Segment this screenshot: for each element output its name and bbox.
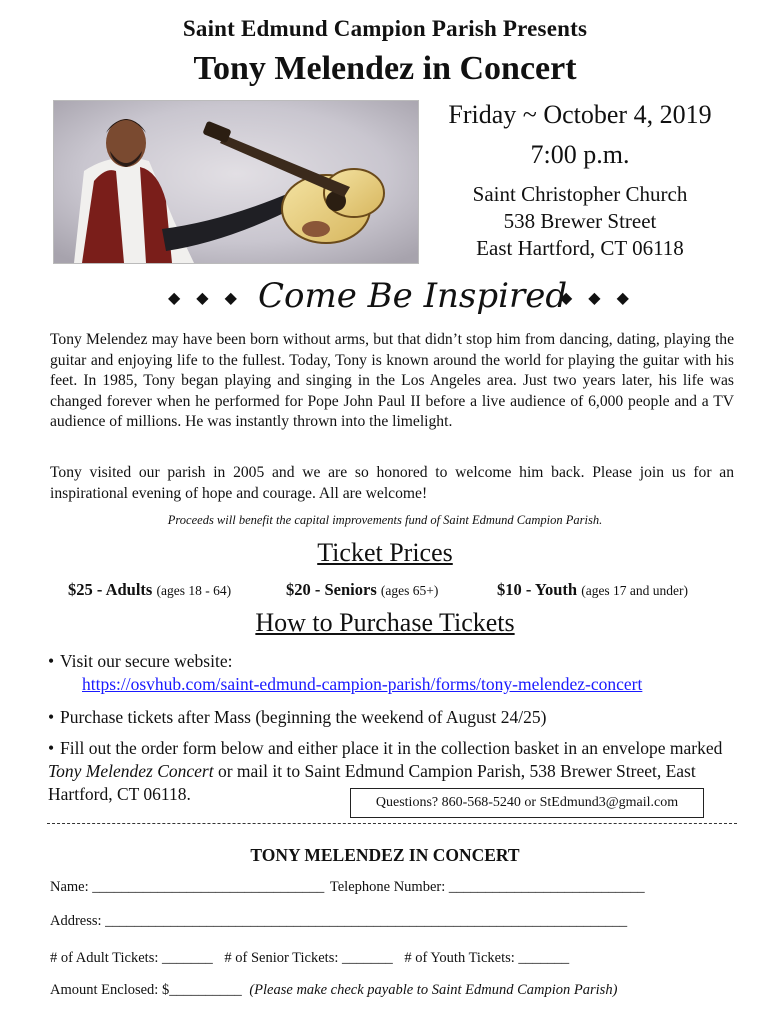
- name-field[interactable]: Name: ________________________________: [50, 879, 325, 895]
- address-field[interactable]: Address: ________________________________________________________________________: [50, 913, 628, 929]
- price-seniors-note: (ages 65+): [380, 583, 439, 598]
- cut-line-divider: [47, 823, 737, 824]
- bullet-icon: •: [48, 738, 55, 758]
- description-paragraph-1: Tony Melendez may have been born without arms, but that didn’t stop him from dancing, dating, playing the guitar and enjoying life to the fullest. Today, Tony is known around the world for playing the guitar with his feet. In 1985, Tony began playing and singing in the Los Angeles area. Just two years later, his life was changed forever when he performed for Pope John Paul II before a live audience of 6,000 people and a TV audience of millions. He was instantly thrown into the limelight.: [50, 331, 734, 430]
- purchase-item-form-text-end: or mail it to Saint Edmund Campion Parish, 538 Brewer Street, East Hartford, CT 06118.: [48, 761, 696, 804]
- adult-tickets-field[interactable]: # of Adult Tickets: _______: [50, 950, 213, 966]
- price-seniors-label: $20 - Seniors: [286, 580, 377, 599]
- performer-photo-illustration: [54, 101, 418, 263]
- order-form-title: TONY MELENDEZ IN CONCERT: [250, 845, 520, 865]
- inspired-banner: [0, 276, 770, 326]
- ticket-prices-row: [0, 580, 770, 604]
- order-form-row-amount: [50, 982, 730, 999]
- event-date: Friday ~ October 4, 2019: [448, 100, 712, 129]
- price-seniors: [286, 580, 438, 600]
- purchase-item-website-text: Visit our secure website:: [60, 651, 233, 671]
- questions-contact-box: Questions? 860-568-5240 or StEdmund3@gmail.com: [350, 788, 704, 818]
- price-adults-note: (ages 18 - 64): [156, 583, 232, 598]
- presenter-line: Saint Edmund Campion Parish Presents: [182, 16, 588, 41]
- purchase-item-website: [48, 650, 738, 673]
- banner-text: Come Be Inspired: [258, 276, 568, 316]
- bullet-icon: •: [48, 707, 55, 727]
- bullet-icon: •: [48, 651, 55, 671]
- check-payable-note: (Please make check payable to Saint Edmund Campion Parish): [249, 982, 618, 998]
- proceeds-note: Proceeds will benefit the capital improvements fund of Saint Edmund Campion Parish.: [167, 513, 603, 527]
- venue-city: East Hartford, CT 06118: [476, 236, 684, 260]
- purchase-heading: How to Purchase Tickets: [255, 608, 515, 637]
- diamond-icons-right: ◆ ◆ ◆: [560, 290, 635, 307]
- price-youth: [497, 580, 688, 600]
- price-youth-label: $10 - Youth: [497, 580, 578, 599]
- description-paragraph-2: Tony visited our parish in 2005 and we are so honored to welcome him back. Please join us for an inspirational evening of hope and courage. All are welcome!: [50, 464, 734, 502]
- purchase-item-mass-text: Purchase tickets after Mass (beginning the weekend of August 24/25): [60, 707, 547, 727]
- price-adults: [68, 580, 231, 600]
- price-youth-note: (ages 17 and under): [581, 583, 689, 598]
- envelope-marking: Tony Melendez Concert: [48, 761, 214, 781]
- senior-tickets-field[interactable]: # of Senior Tickets: _______: [224, 950, 393, 966]
- performer-photo: [53, 100, 419, 264]
- youth-tickets-field[interactable]: # of Youth Tickets: _______: [404, 950, 570, 966]
- venue-street: 538 Brewer Street: [503, 209, 657, 233]
- page-title: Tony Melendez in Concert: [193, 50, 577, 87]
- ticket-prices-heading: Ticket Prices: [317, 538, 453, 567]
- order-form-row-tickets: [50, 950, 730, 967]
- venue-name: Saint Christopher Church: [472, 182, 688, 206]
- order-form-row-address: [50, 913, 730, 930]
- order-form-row-name: [50, 879, 730, 896]
- event-time: 7:00 p.m.: [530, 140, 630, 169]
- purchase-item-mass: [48, 706, 738, 729]
- purchase-item-form-text: Fill out the order form below and either place it in the collection basket in an envelope marked: [60, 738, 723, 758]
- price-adults-label: $25 - Adults: [68, 580, 153, 599]
- purchase-website-link[interactable]: https://osvhub.com/saint-edmund-campion-parish/forms/tony-melendez-concert: [82, 674, 643, 694]
- diamond-icons-left: ◆ ◆ ◆: [168, 290, 243, 307]
- telephone-field[interactable]: Telephone Number: ___________________________: [329, 879, 645, 895]
- amount-enclosed-field[interactable]: Amount Enclosed: $__________: [50, 982, 242, 998]
